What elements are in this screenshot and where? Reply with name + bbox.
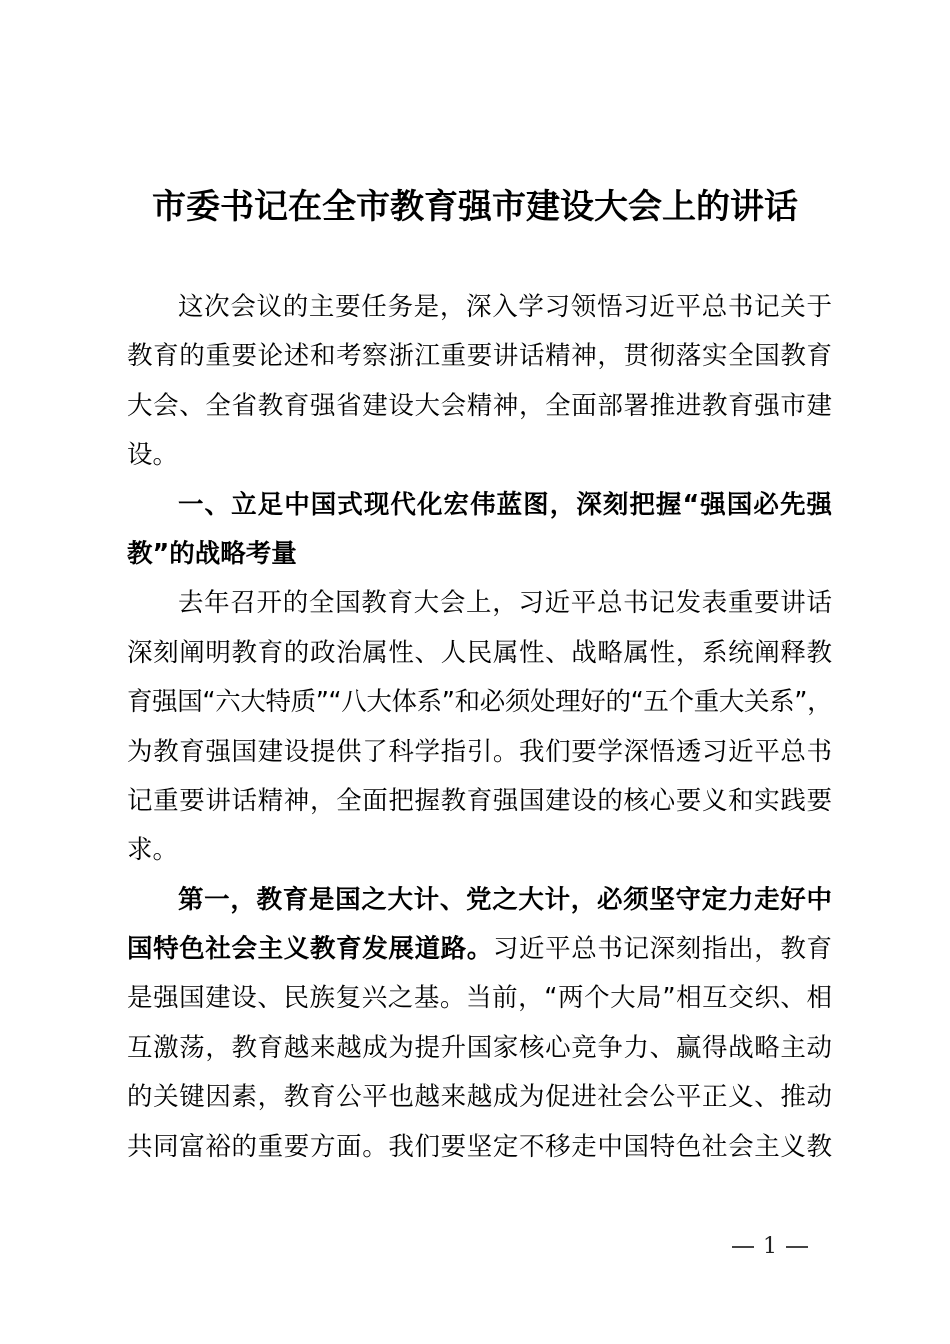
paragraph-3-bold-line-1: 第一，教育是国之大计、党之大计，必须坚守定力走好中 (178, 884, 832, 915)
paragraph-1-line-1: 这次会议的主要任务是，深入学习领悟习近平总书记关于 (178, 292, 832, 322)
page-number-footer (723, 1234, 817, 1259)
paragraph-1-line-2: 教育的重要论述和考察浙江重要讲话精神，贯彻落实全国教育 (127, 341, 832, 372)
paragraph-2-line-1: 去年召开的全国教育大会上，习近平总书记发表重要讲话 (178, 588, 832, 619)
paragraph-1-line-3: 大会、全省教育强省建设大会精神，全面部署推进教育强市建 (127, 390, 832, 421)
page-number: 1 (763, 1234, 777, 1259)
document-body (127, 283, 832, 1172)
paragraph-3-normal-tail: 习近平总书记深刻指出，教育 (492, 934, 832, 965)
paragraph-3-line-4: 互激荡，教育越来越成为提升国家核心竞争力、赢得战略主动 (127, 1032, 832, 1063)
paragraph-3-line-5: 的关键因素，教育公平也越来越成为促进社会公平正义、推动 (127, 1082, 832, 1113)
document-title: 市委书记在全市教育强市建设大会上的讲话 (152, 187, 798, 227)
paragraph-3-line-6: 共同富裕的重要方面。我们要坚定不移走中国特色社会主义教 (127, 1131, 832, 1162)
paragraph-1-line-4: 设。 (127, 440, 179, 471)
page-number-dash-left (732, 1246, 754, 1248)
paragraph-2-line-4: 为教育强国建设提供了科学指引。我们要学深悟透习近平总书 (127, 736, 832, 767)
paragraph-2-line-6: 求。 (127, 835, 179, 866)
paragraph-2-line-2: 深刻阐明教育的政治属性、人民属性、战略属性，系统阐释教 (127, 637, 832, 668)
section-heading-line-1: 一、立足中国式现代化宏伟蓝图，深刻把握“强国必先强 (178, 489, 832, 520)
paragraph-2-line-3: 育强国“六大特质”“八大体系”和必须处理好的“五个重大关系”， (127, 687, 832, 718)
section-heading-line-2: 教”的战略考量 (127, 538, 297, 569)
paragraph-3-line-3: 是强国建设、民族复兴之基。当前，“两个大局”相互交织、相 (127, 983, 832, 1014)
page-number-dash-right (786, 1246, 808, 1248)
paragraph-3-bold-lead: 国特色社会主义教育发展道路。 (127, 934, 493, 965)
paragraph-2-line-5: 记重要讲话精神，全面把握教育强国建设的核心要义和实践要 (127, 785, 832, 816)
paragraph-3-line-2 (127, 925, 832, 974)
